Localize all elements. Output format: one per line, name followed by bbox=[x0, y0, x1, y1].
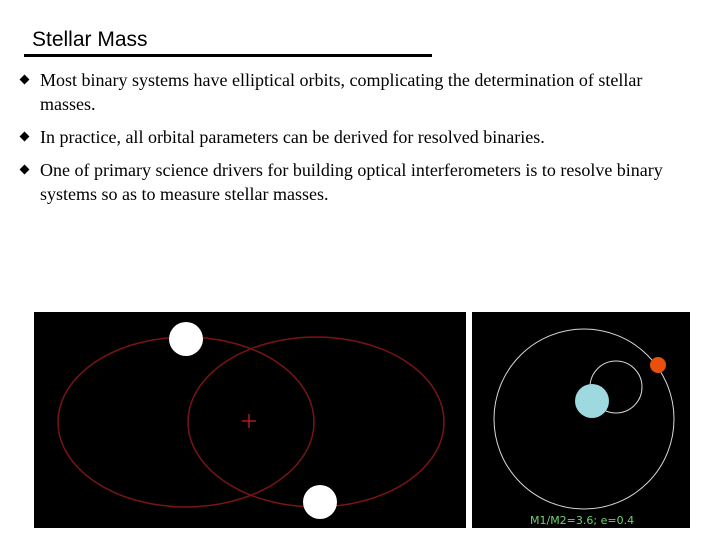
mass-ratio-caption: M1/M2=3.6; e=0.4 bbox=[530, 514, 635, 527]
primary-star bbox=[575, 384, 609, 418]
bullet-text: Most binary systems have elliptical orbits, complicating the determination of stellar masses. bbox=[40, 70, 643, 114]
binary-orbit-svg bbox=[34, 312, 466, 528]
secondary-star bbox=[650, 357, 666, 373]
mass-ratio-orbit-svg bbox=[472, 312, 690, 528]
title-underline bbox=[24, 54, 432, 57]
diamond-bullet-icon bbox=[20, 75, 30, 85]
bullet-item bbox=[18, 125, 698, 149]
star-b bbox=[303, 485, 337, 519]
bullet-text: In practice, all orbital parameters can be derived for resolved binaries. bbox=[40, 127, 545, 147]
orbit-ellipse-b bbox=[188, 337, 444, 507]
orbit-ellipse-a bbox=[58, 337, 314, 507]
bullet-list bbox=[18, 68, 698, 215]
secondary-orbit bbox=[494, 329, 674, 509]
star-a bbox=[169, 322, 203, 356]
diamond-bullet-icon bbox=[20, 165, 30, 175]
bullet-item bbox=[18, 68, 698, 116]
binary-orbit-figure bbox=[34, 312, 466, 528]
slide-title: Stellar Mass bbox=[32, 28, 148, 51]
mass-ratio-orbit-figure bbox=[472, 312, 690, 528]
diamond-bullet-icon bbox=[20, 132, 30, 142]
plus-icon bbox=[242, 414, 256, 428]
bullet-text: One of primary science drivers for building optical interferometers is to resolve binary systems so as to measure stellar masses. bbox=[40, 160, 663, 204]
bullet-item bbox=[18, 158, 698, 206]
